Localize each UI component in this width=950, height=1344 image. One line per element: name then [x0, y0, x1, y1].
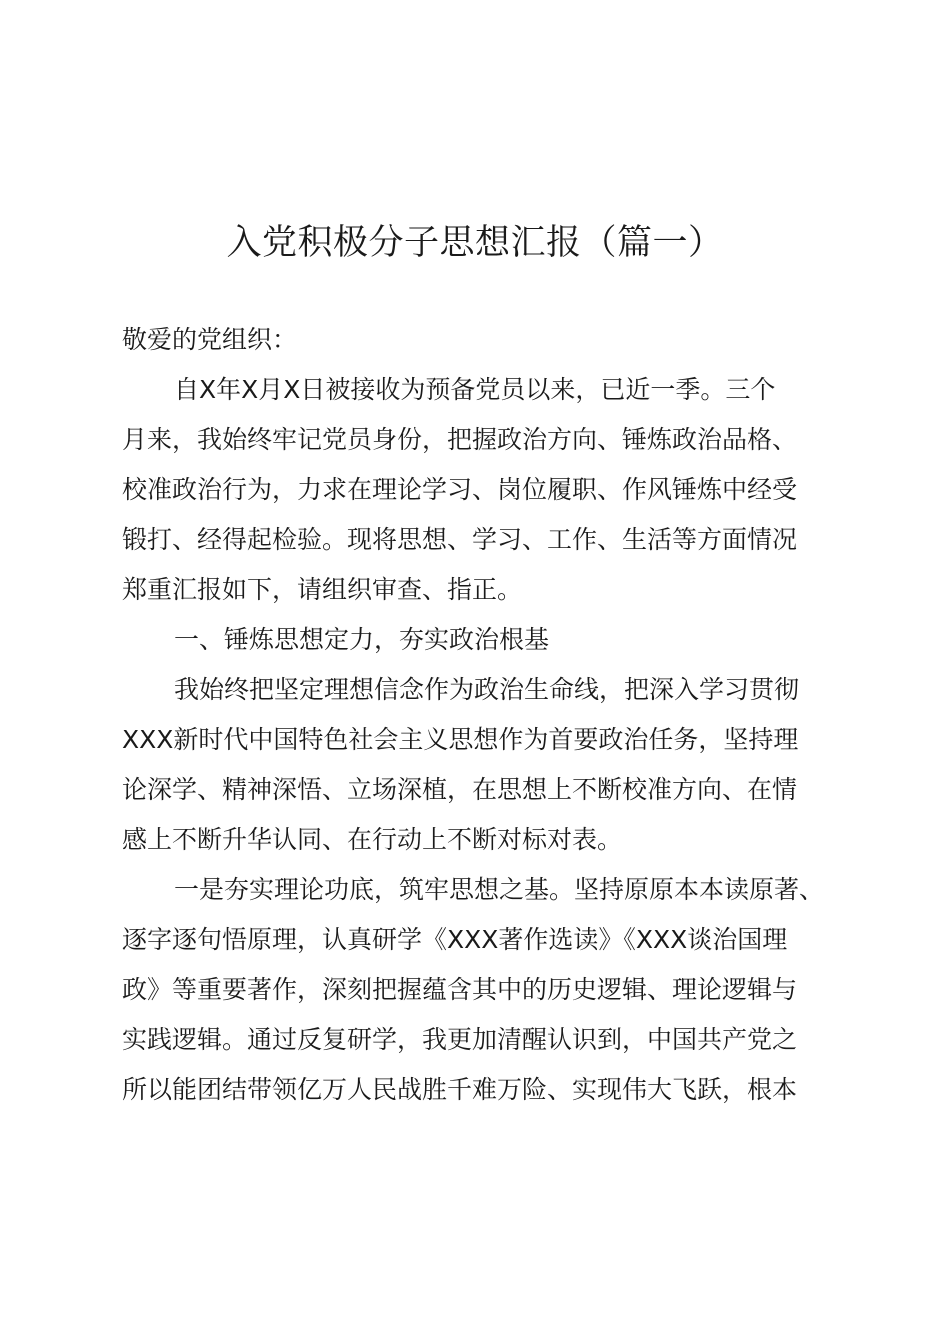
- paragraph-line: 所以能团结带领亿万人民战胜千难万险、实现伟大飞跃，根本: [122, 1075, 798, 1104]
- paragraph-line: 实践逻辑。通过反复研学，我更加清醒认识到，中国共产党之: [122, 1025, 798, 1054]
- paragraph-line: 逐字逐句悟原理，认真研学《XXX著作选读》《XXX谈治国理: [122, 925, 788, 954]
- salutation: 敬爱的党组织：: [122, 325, 298, 354]
- paragraph-line: 锻打、经得起检验。现将思想、学习、工作、生活等方面情况: [122, 525, 798, 554]
- paragraph-line: 月来，我始终牢记党员身份，把握政治方向、锤炼政治品格、: [122, 425, 798, 454]
- paragraph-line: 自X年X月X日被接收为预备党员以来，已近一季。三个: [174, 375, 776, 404]
- paragraph-line: 校准政治行为，力求在理论学习、岗位履职、作风锤炼中经受: [122, 475, 798, 504]
- section-heading: 一、锤炼思想定力，夯实政治根基: [174, 625, 550, 654]
- paragraph-line: 论深学、精神深悟、立场深植，在思想上不断校准方向、在情: [122, 775, 798, 804]
- paragraph-line: 郑重汇报如下，请组织审查、指正。: [122, 575, 523, 604]
- paragraph-line: 政》等重要著作，深刻把握蕴含其中的历史逻辑、理论逻辑与: [122, 975, 798, 1004]
- paragraph-line: XXX新时代中国特色社会主义思想作为首要政治任务，坚持理: [122, 725, 799, 754]
- paragraph-line: 感上不断升华认同、在行动上不断对标对表。: [122, 825, 623, 854]
- paragraph-line: 一是夯实理论功底，筑牢思想之基。坚持原原本本读原著、: [174, 875, 825, 904]
- paragraph-line: 我始终把坚定理想信念作为政治生命线，把深入学习贯彻: [174, 675, 800, 704]
- document-title: 入党积极分子思想汇报（篇一）: [226, 223, 724, 263]
